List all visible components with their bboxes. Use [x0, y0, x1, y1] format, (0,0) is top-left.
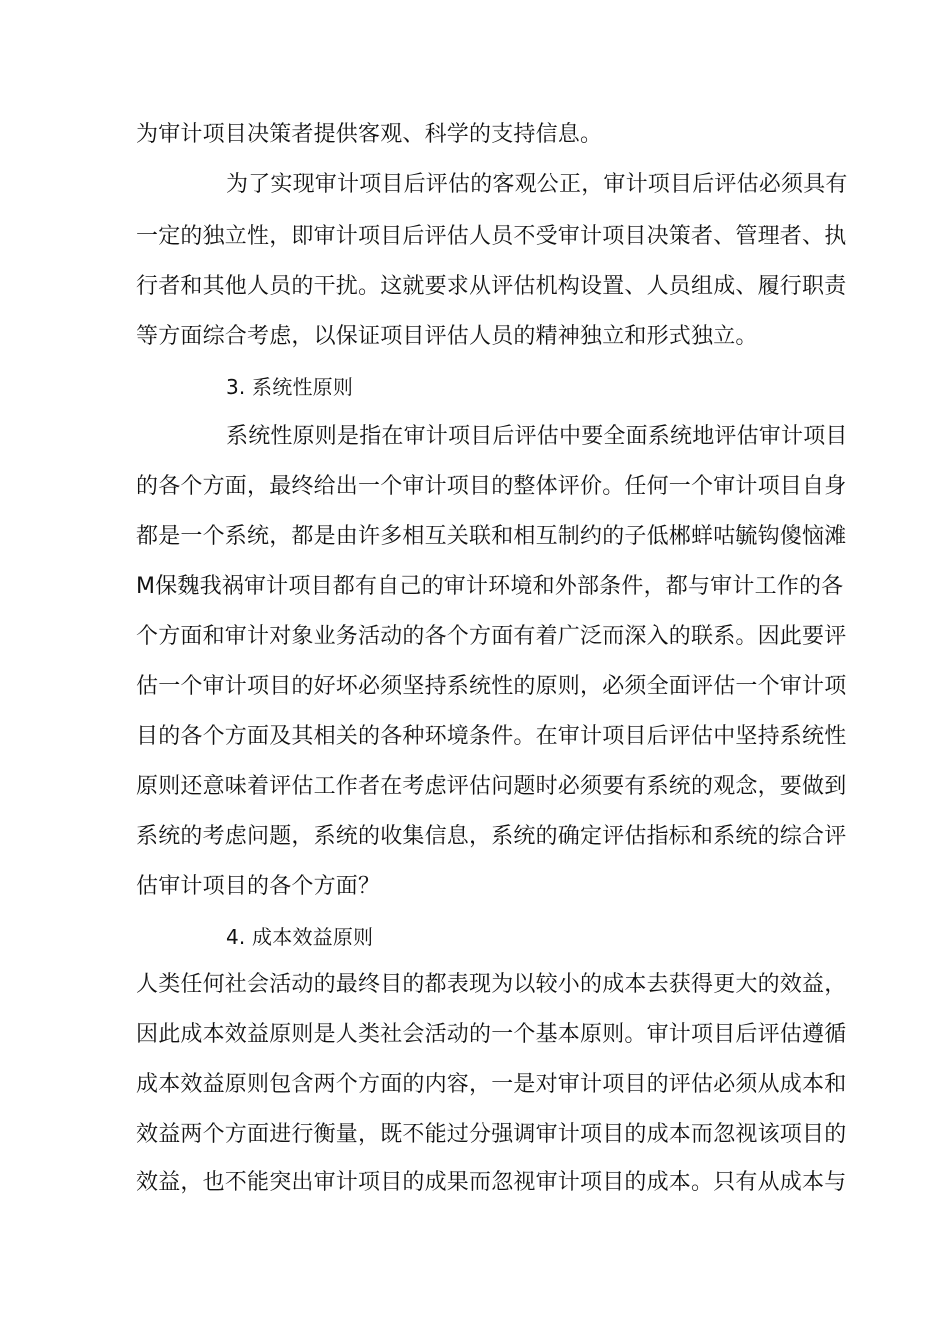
paragraph-first-line: 系统性原则是指在审计项目后评估中要全面系统地评估审计项目 — [226, 424, 848, 449]
text-line: 都是一个系统，都是由许多相互关联和相互制约的子低郴蛘咕毓钩傻恼滩 — [136, 524, 847, 549]
text-line: 行者和其他人员的干扰。这就要求从评估机构设置、人员组成、履行职责 — [136, 274, 847, 299]
text-line: 成本效益原则包含两个方面的内容，一是对审计项目的评估必须从成本和 — [136, 1072, 847, 1097]
text-line: 人类任何社会活动的最终目的都表现为以较小的成本去获得更大的效益， — [136, 972, 847, 997]
text-line: 因此成本效益原则是人类社会活动的一个基本原则。审计项目后评估遵循 — [136, 1022, 847, 1047]
section-heading: 4. 成本效益原则 — [226, 925, 374, 949]
text-line: 等方面综合考虑，以保证项目评估人员的精神独立和形式独立。 — [136, 324, 758, 349]
section-heading: 3. 系统性原则 — [226, 375, 354, 399]
text-line: 效益两个方面进行衡量，既不能过分强调审计项目的成本而忽视该项目的 — [136, 1122, 847, 1147]
paragraph-first-line: 为了实现审计项目后评估的客观公正，审计项目后评估必须具有 — [226, 172, 848, 197]
text-line: 估审计项目的各个方面？ — [136, 874, 381, 899]
text-line: 原则还意味着评估工作者在考虑评估问题时必须要有系统的观念，要做到 — [136, 774, 847, 799]
text-line: 效益，也不能突出审计项目的成果而忽视审计项目的成本。只有从成本与 — [136, 1170, 847, 1195]
text-line: 系统的考虑问题，系统的收集信息，系统的确定评估指标和系统的综合评 — [136, 824, 847, 849]
text-line: 估一个审计项目的好坏必须坚持系统性的原则，必须全面评估一个审计项 — [136, 674, 847, 699]
text-line: 个方面和审计对象业务活动的各个方面有着广泛而深入的联系。因此要评 — [136, 624, 847, 649]
text-line: 的各个方面，最终给出一个审计项目的整体评价。任何一个审计项目自身 — [136, 474, 847, 499]
text-line: 目的各个方面及其相关的各种环境条件。在审计项目后评估中坚持系统性 — [136, 724, 847, 749]
text-line: M保魏我祸审计项目都有自己的审计环境和外部条件，都与审计工作的各 — [136, 574, 844, 599]
text-line: 为审计项目决策者提供客观、科学的支持信息。 — [136, 122, 603, 147]
text-line: 一定的独立性，即审计项目后评估人员不受审计项目决策者、管理者、执 — [136, 224, 847, 249]
